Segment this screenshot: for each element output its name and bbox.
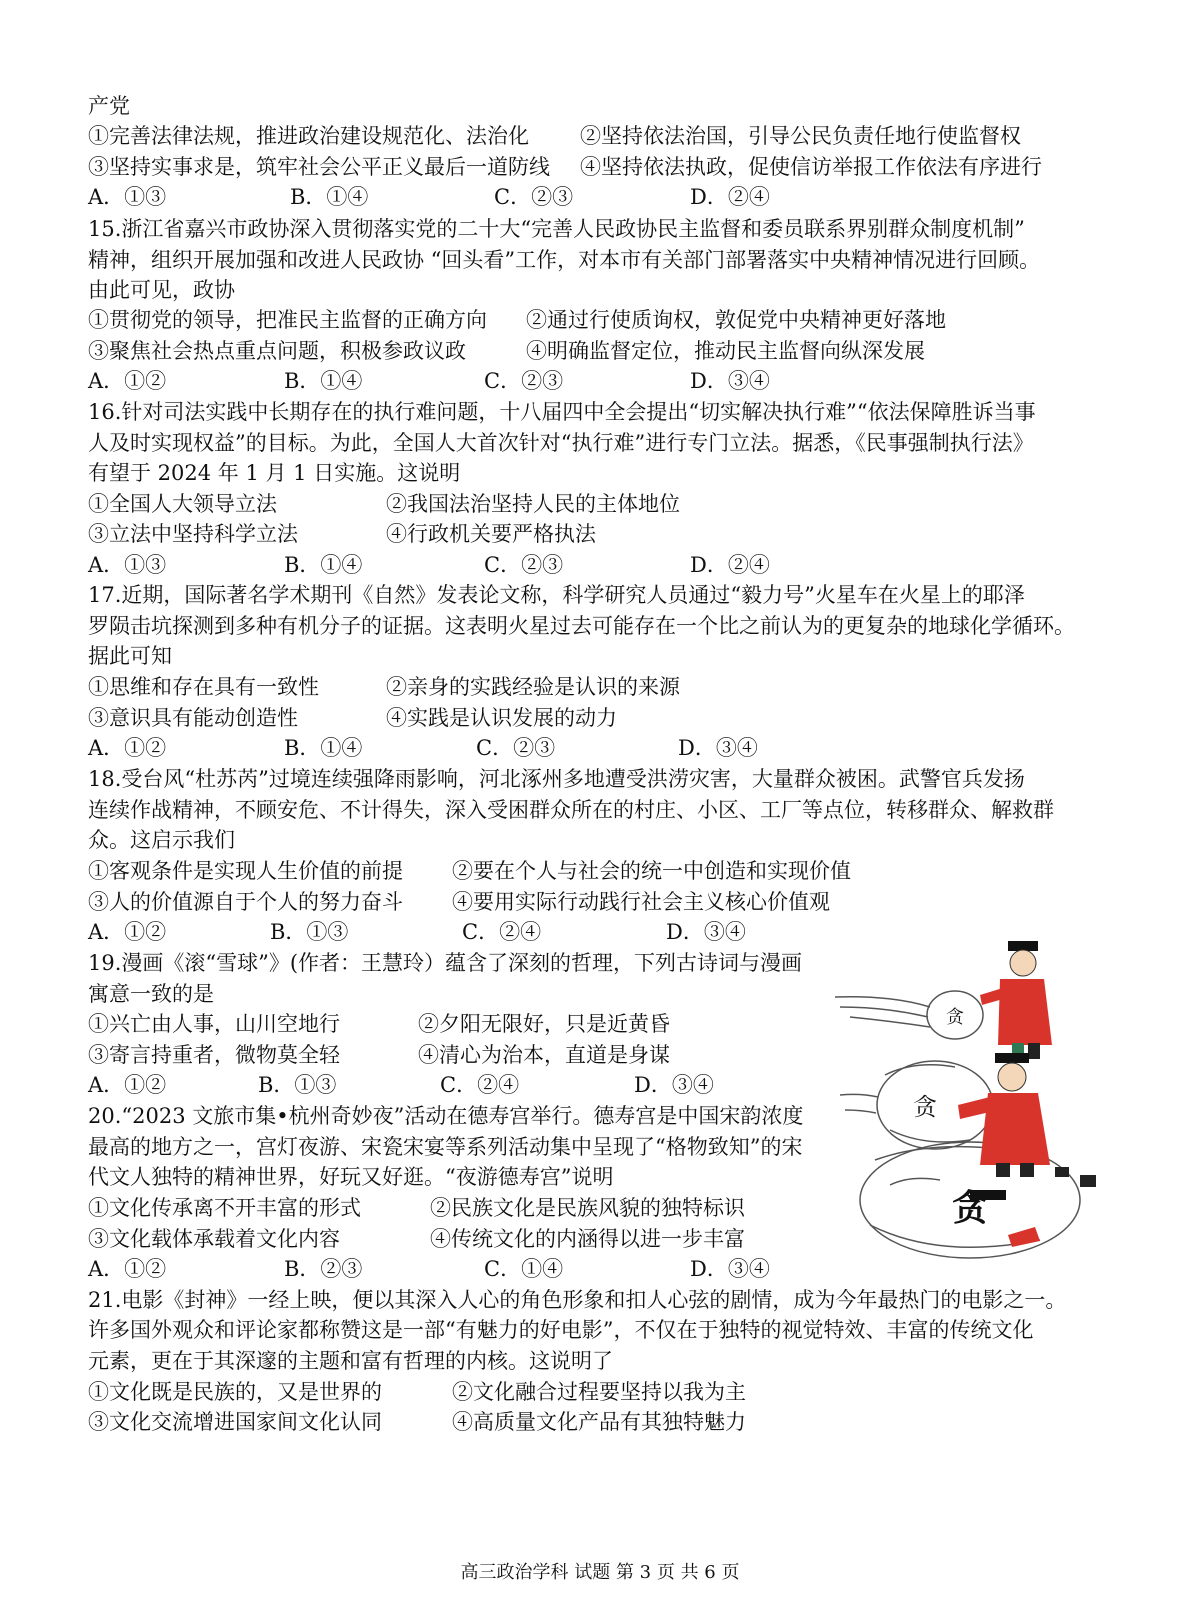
cartoon-label-bottom: 贪 (951, 1187, 989, 1229)
q15-item-2: ②通过行使质询权，敦促党中央精神更好落地 (526, 308, 946, 332)
q20-choice-b: B．②③ (284, 1257, 363, 1281)
cartoon-label-top: 贪 (946, 1007, 964, 1028)
q16-stem-line-3: 有望于 2024 年 1 月 1 日实施。这说明 (88, 461, 461, 485)
q21-item-2: ②文化融合过程要坚持以我为主 (452, 1380, 746, 1404)
q17-item-3: ③意识具有能动创造性 (88, 706, 298, 730)
q15-item-1: ①贯彻党的领导，把准民主监督的正确方向 (88, 308, 487, 332)
q21-item-1: ①文化既是民族的，又是世界的 (88, 1380, 382, 1404)
q14-item-3: ③坚持实事求是，筑牢社会公平正义最后一道防线 (88, 155, 550, 179)
q20-item-2: ②民族文化是民族风貌的独特标识 (430, 1196, 745, 1220)
q18-stem-line-2: 连续作战精神，不顾安危、不计得失，深入受困群众所在的村庄、小区、工厂等点位，转移群众、解救群 (88, 798, 1054, 822)
q14-item-2: ②坚持依法治国，引导公民负责任地行使监督权 (580, 124, 1021, 148)
q17-stem-line-3: 据此可知 (88, 644, 172, 668)
q17-choice-b: B．①④ (284, 736, 363, 760)
q17-item-1: ①思维和存在具有一致性 (88, 675, 319, 699)
q19-choice-a: A．①② (88, 1073, 167, 1097)
q18-item-1: ①客观条件是实现人生价值的前提 (88, 859, 403, 883)
q15-item-3: ③聚焦社会热点重点问题，积极参政议政 (88, 339, 466, 363)
q16-item-2: ②我国法治坚持人民的主体地位 (386, 492, 680, 516)
q19-item-4: ④清心为治本，直道是身谋 (418, 1043, 670, 1067)
q19-choice-c: C．②④ (440, 1073, 520, 1097)
q20-item-4: ④传统文化的内涵得以进一步丰富 (430, 1227, 745, 1251)
q17-item-4: ④实践是认识发展的动力 (386, 706, 617, 730)
cartoon-label-middle: 贪 (913, 1093, 937, 1121)
q16-item-1: ①全国人大领导立法 (88, 492, 277, 516)
q19-item-2: ②夕阳无限好，只是近黄昏 (418, 1012, 670, 1036)
q18-item-2: ②要在个人与社会的统一中创造和实现价值 (452, 859, 851, 883)
q21-stem-line-1: 21.电影《封神》一经上映，便以其深入人心的角色形象和扣人心弦的剧情，成为今年最热门的电影之一。 (88, 1288, 1067, 1312)
q14-choice-d: D．②④ (690, 185, 770, 209)
q19-choice-d: D．③④ (634, 1073, 714, 1097)
q16-choice-a: A．①③ (88, 553, 167, 577)
q18-stem-line-1: 18.受台风“杜苏芮”过境连续强降雨影响，河北涿州多地遭受洪涝灾害，大量群众被困。武警官兵发扬 (88, 767, 1025, 791)
q17-choice-d: D．③④ (678, 736, 758, 760)
q15-choice-b: B．①④ (284, 369, 363, 393)
q16-item-3: ③立法中坚持科学立法 (88, 522, 298, 546)
q21-stem-line-3: 元素，更在于其深邃的主题和富有哲理的内核。这说明了 (88, 1349, 613, 1373)
q19-stem-line-1: 19.漫画《滚“雪球”》(作者：王慧玲）蕴含了深刻的哲理，下列古诗词与漫画 (88, 951, 803, 975)
q15-stem-line-1: 15.浙江省嘉兴市政协深入贯彻落实党的二十大“完善人民政协民主监督和委员联系界别群众制度机制” (88, 217, 1025, 241)
q17-item-2: ②亲身的实践经验是认识的来源 (386, 675, 680, 699)
q16-choice-c: C．②③ (484, 553, 564, 577)
q20-choice-d: D．③④ (690, 1257, 770, 1281)
q14-item-4: ④坚持依法执政，促使信访举报工作依法有序进行 (580, 155, 1042, 179)
q20-choice-a: A．①② (88, 1257, 167, 1281)
q19-stem-line-2: 寓意一致的是 (88, 982, 214, 1006)
q16-item-4: ④行政机关要严格执法 (386, 522, 596, 546)
q19-item-3: ③寄言持重者，微物莫全轻 (88, 1043, 340, 1067)
q18-stem-line-3: 众。这启示我们 (88, 828, 235, 852)
q20-item-1: ①文化传承离不开丰富的形式 (88, 1196, 361, 1220)
q21-stem-line-2: 许多国外观众和评论家都称赞这是一部“有魅力的好电影”，不仅在于独特的视觉特效、丰富的传统文化 (88, 1318, 1034, 1342)
q17-choice-c: C．②③ (476, 736, 556, 760)
q15-choice-a: A．①② (88, 369, 167, 393)
q21-item-3: ③文化交流增进国家间文化认同 (88, 1410, 382, 1434)
q18-item-3: ③人的价值源自于个人的努力奋斗 (88, 890, 403, 914)
q20-stem-line-1: 20.“2023 文旅市集•杭州奇妙夜”活动在德寿宫举行。德寿宫是中国宋韵浓度 (88, 1104, 804, 1128)
q14-item-1: ①完善法律法规，推进政治建设规范化、法治化 (88, 124, 529, 148)
q16-choice-b: B．①④ (284, 553, 363, 577)
q16-stem-line-2: 人及时实现权益”的目标。为此，全国人大首次针对“执行难”进行专门立法。据悉，《民事强制执行法》 (88, 431, 1034, 455)
q16-stem-line-1: 16.针对司法实践中长期存在的执行难问题，十八届四中全会提出“切实解决执行难”“依法保障胜诉当事 (88, 400, 1036, 424)
q17-stem-line-1: 17.近期，国际著名学术期刊《自然》发表论文称，科学研究人员通过“毅力号”火星车在火星上的耶泽 (88, 583, 1025, 607)
q15-item-4: ④明确监督定位，推动民主监督向纵深发展 (526, 339, 925, 363)
question-14-stem-end: 产党 (88, 94, 130, 118)
q15-stem-line-3: 由此可见，政协 (88, 278, 235, 302)
q18-choice-a: A．①② (88, 920, 167, 944)
q15-choice-c: C．②③ (484, 369, 564, 393)
q20-item-3: ③文化载体承载着文化内容 (88, 1227, 340, 1251)
q14-choice-c: C．②③ (494, 185, 574, 209)
q18-choice-c: C．②④ (462, 920, 542, 944)
q17-choice-a: A．①② (88, 736, 167, 760)
q20-stem-line-2: 最高的地方之一，宫灯夜游、宋瓷宋宴等系列活动集中呈现了“格物致知”的宋 (88, 1135, 803, 1159)
q19-item-1: ①兴亡由人事，山川空地行 (88, 1012, 340, 1036)
q18-choice-b: B．①③ (270, 920, 349, 944)
q20-stem-line-3: 代文人独特的精神世界，好玩又好逛。“夜游德寿宫”说明 (88, 1165, 614, 1189)
q16-choice-d: D．②④ (690, 553, 770, 577)
q18-choice-d: D．③④ (666, 920, 746, 944)
page-footer: 高三政治学科 试题 第 3 页 共 6 页 (460, 1562, 740, 1583)
q14-choice-a: A．①③ (88, 185, 167, 209)
q15-choice-d: D．③④ (690, 369, 770, 393)
q15-stem-line-2: 精神，组织开展加强和改进人民政协 “回头看”工作，对本市有关部门部署落实中央精神情况进行回顾。 (88, 248, 1041, 272)
q20-choice-c: C．①④ (484, 1257, 564, 1281)
q21-item-4: ④高质量文化产品有其独特魅力 (452, 1410, 746, 1434)
q14-choice-b: B．①④ (290, 185, 369, 209)
snowball-cartoon-illustration (830, 935, 1130, 1265)
q19-choice-b: B．①③ (258, 1073, 337, 1097)
q17-stem-line-2: 罗陨击坑探测到多种有机分子的证据。这表明火星过去可能存在一个比之前认为的更复杂的地球化学循环。 (88, 614, 1075, 638)
q18-item-4: ④要用实际行动践行社会主义核心价值观 (452, 890, 830, 914)
